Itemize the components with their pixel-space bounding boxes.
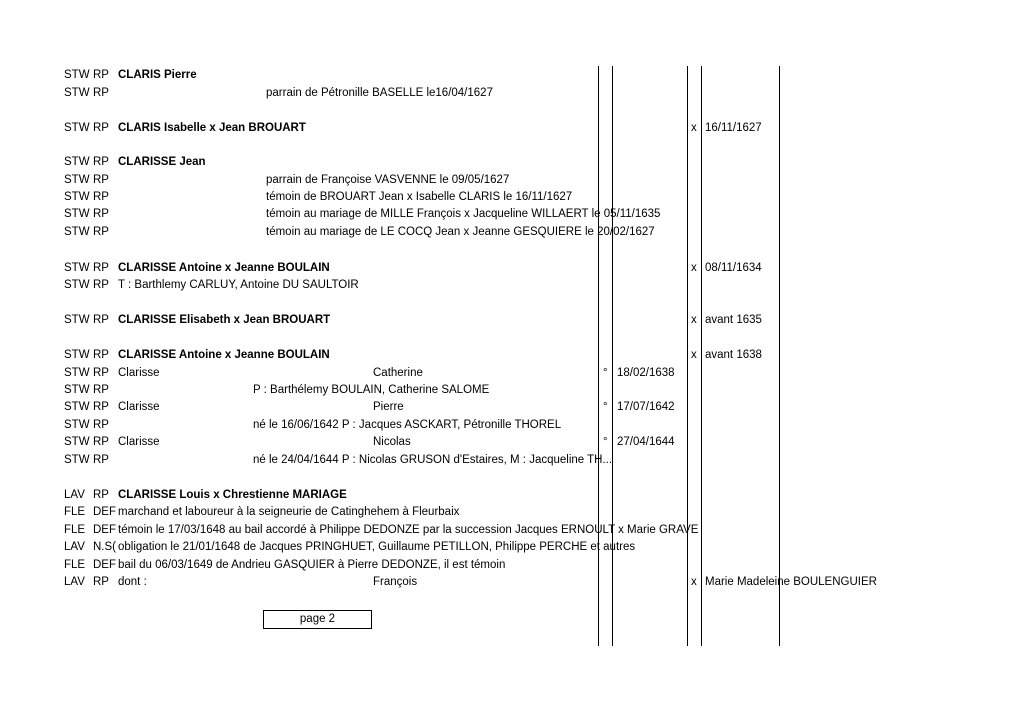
- source-code: DEF: [93, 524, 116, 536]
- source-code: DEF: [93, 559, 116, 571]
- page-number-box: page 2: [263, 610, 372, 629]
- table-row: [0, 85, 1024, 101]
- table-row: [0, 399, 1024, 415]
- birth-mark: °: [603, 401, 608, 413]
- source-code: DEF: [93, 506, 116, 518]
- table-row: [0, 417, 1024, 433]
- source-code: RP: [93, 226, 109, 238]
- event-description: né le 16/06/1642 P : Jacques ASCKART, Pétronille THOREL: [253, 419, 562, 431]
- parish-code: STW: [64, 314, 90, 326]
- parish-code: STW: [64, 384, 90, 396]
- source-code: RP: [93, 122, 109, 134]
- first-name: Catherine: [373, 367, 423, 379]
- table-row: [0, 172, 1024, 188]
- parish-code: FLE: [64, 524, 86, 536]
- parish-code: STW: [64, 156, 90, 168]
- table-row: [0, 434, 1024, 450]
- note-text: bail du 06/03/1649 de Andrieu GASQUIER à Pierre DEDONZE, il est témoin: [118, 559, 506, 571]
- event-description: parrain de Françoise VASVENNE le 09/05/1627: [266, 174, 510, 186]
- marriage-mark: x: [691, 576, 697, 588]
- event-description: témoin au mariage de LE COCQ Jean x Jeanne GESQUIERE le 20/02/1627: [266, 226, 655, 238]
- table-row: [0, 347, 1024, 363]
- parish-code: STW: [64, 69, 90, 81]
- marriage-date: 08/11/1634: [705, 262, 762, 274]
- source-code: RP: [93, 436, 109, 448]
- parish-code: LAV: [64, 541, 85, 553]
- marriage-mark: x: [691, 349, 697, 361]
- birth-date: 18/02/1638: [617, 367, 675, 379]
- table-row: [0, 504, 1024, 520]
- parish-code: FLE: [64, 559, 86, 571]
- table-row: [0, 312, 1024, 328]
- marriage-mark: x: [691, 314, 697, 326]
- source-code: RP: [93, 191, 109, 203]
- table-row: [0, 452, 1024, 468]
- birth-date: 27/04/1644: [617, 436, 675, 448]
- person-name: CLARISSE Louis x Chrestienne MARIAGE: [118, 489, 347, 501]
- table-row: [0, 382, 1024, 398]
- spouse-name: Marie Madeleine BOULENGUIER: [705, 576, 877, 588]
- table-row: [0, 487, 1024, 503]
- surname: Clarisse: [118, 436, 160, 448]
- parish-code: LAV: [64, 489, 85, 501]
- source-code: RP: [93, 349, 109, 361]
- source-code: RP: [93, 262, 109, 274]
- table-row: [0, 522, 1024, 538]
- parish-code: STW: [64, 262, 90, 274]
- birth-mark: °: [603, 436, 608, 448]
- event-description: parrain de Pétronille BASELLE le16/04/1627: [266, 87, 493, 99]
- parish-code: STW: [64, 349, 90, 361]
- first-name: Nicolas: [373, 436, 411, 448]
- table-row: [0, 120, 1024, 136]
- source-code: RP: [93, 454, 109, 466]
- person-name: CLARISSE Jean: [118, 156, 206, 168]
- source-code: RP: [93, 87, 109, 99]
- parish-code: STW: [64, 279, 90, 291]
- parish-code: STW: [64, 454, 90, 466]
- marriage-date: avant 1638: [705, 349, 762, 361]
- table-row: [0, 154, 1024, 170]
- source-code: RP: [93, 384, 109, 396]
- table-row: [0, 224, 1024, 240]
- parish-code: STW: [64, 436, 90, 448]
- person-name: CLARISSE Elisabeth x Jean BROUART: [118, 314, 331, 326]
- table-row: [0, 574, 1024, 590]
- event-description: témoin de BROUART Jean x Isabelle CLARIS le 16/11/1627: [266, 191, 573, 203]
- note-text: dont :: [118, 576, 147, 588]
- source-code: RP: [93, 401, 109, 413]
- table-row: [0, 365, 1024, 381]
- table-row: [0, 539, 1024, 555]
- parish-code: STW: [64, 419, 90, 431]
- table-row: [0, 557, 1024, 573]
- person-name: CLARISSE Antoine x Jeanne BOULAIN: [118, 262, 330, 274]
- source-code: RP: [93, 174, 109, 186]
- event-description: P : Barthélemy BOULAIN, Catherine SALOME: [253, 384, 490, 396]
- marriage-date: avant 1635: [705, 314, 762, 326]
- event-description: témoin au mariage de MILLE François x Jacqueline WILLAERT le 05/11/1635: [266, 208, 661, 220]
- parish-code: STW: [64, 208, 90, 220]
- source-code: RP: [93, 576, 109, 588]
- parish-code: STW: [64, 191, 90, 203]
- source-code: RP: [93, 69, 109, 81]
- person-name: CLARIS Isabelle x Jean BROUART: [118, 122, 306, 134]
- parish-code: FLE: [64, 506, 86, 518]
- parish-code: STW: [64, 174, 90, 186]
- table-row: [0, 206, 1024, 222]
- parish-code: STW: [64, 401, 90, 413]
- parish-code: LAV: [64, 576, 85, 588]
- person-name: CLARISSE Antoine x Jeanne BOULAIN: [118, 349, 330, 361]
- parish-code: STW: [64, 87, 90, 99]
- source-code: N.S(: [93, 541, 116, 553]
- event-description: né le 24/04/1644 P : Nicolas GRUSON d'Estaires, M : Jacqueline TH...: [253, 454, 613, 466]
- source-code: RP: [93, 489, 109, 501]
- table-row: [0, 67, 1024, 83]
- marriage-date: 16/11/1627: [705, 122, 762, 134]
- parish-code: STW: [64, 226, 90, 238]
- source-code: RP: [93, 279, 109, 291]
- table-row: [0, 277, 1024, 293]
- parish-code: STW: [64, 122, 90, 134]
- source-code: RP: [93, 314, 109, 326]
- marriage-mark: x: [691, 122, 697, 134]
- table-row: [0, 189, 1024, 205]
- table-row: [0, 260, 1024, 276]
- surname: Clarisse: [118, 367, 160, 379]
- birth-mark: °: [603, 367, 608, 379]
- source-code: RP: [93, 419, 109, 431]
- surname: Clarisse: [118, 401, 160, 413]
- note-text: marchand et laboureur à la seigneurie de Catinghehem à Fleurbaix: [118, 506, 460, 518]
- first-name: François: [373, 576, 418, 588]
- note-text: témoin le 17/03/1648 au bail accordé à Philippe DEDONZE par la succession Jacques ERNOULT x Marie GRAVE: [118, 524, 699, 536]
- witness-text: T : Barthlemy CARLUY, Antoine DU SAULTOIR: [118, 279, 359, 291]
- source-code: RP: [93, 156, 109, 168]
- birth-date: 17/07/1642: [617, 401, 675, 413]
- parish-code: STW: [64, 367, 90, 379]
- first-name: Pierre: [373, 401, 404, 413]
- marriage-mark: x: [691, 262, 697, 274]
- note-text: obligation le 21/01/1648 de Jacques PRINGHUET, Guillaume PETILLON, Philippe PERCHE et autres: [118, 541, 636, 553]
- person-name: CLARIS Pierre: [118, 69, 197, 81]
- source-code: RP: [93, 367, 109, 379]
- source-code: RP: [93, 208, 109, 220]
